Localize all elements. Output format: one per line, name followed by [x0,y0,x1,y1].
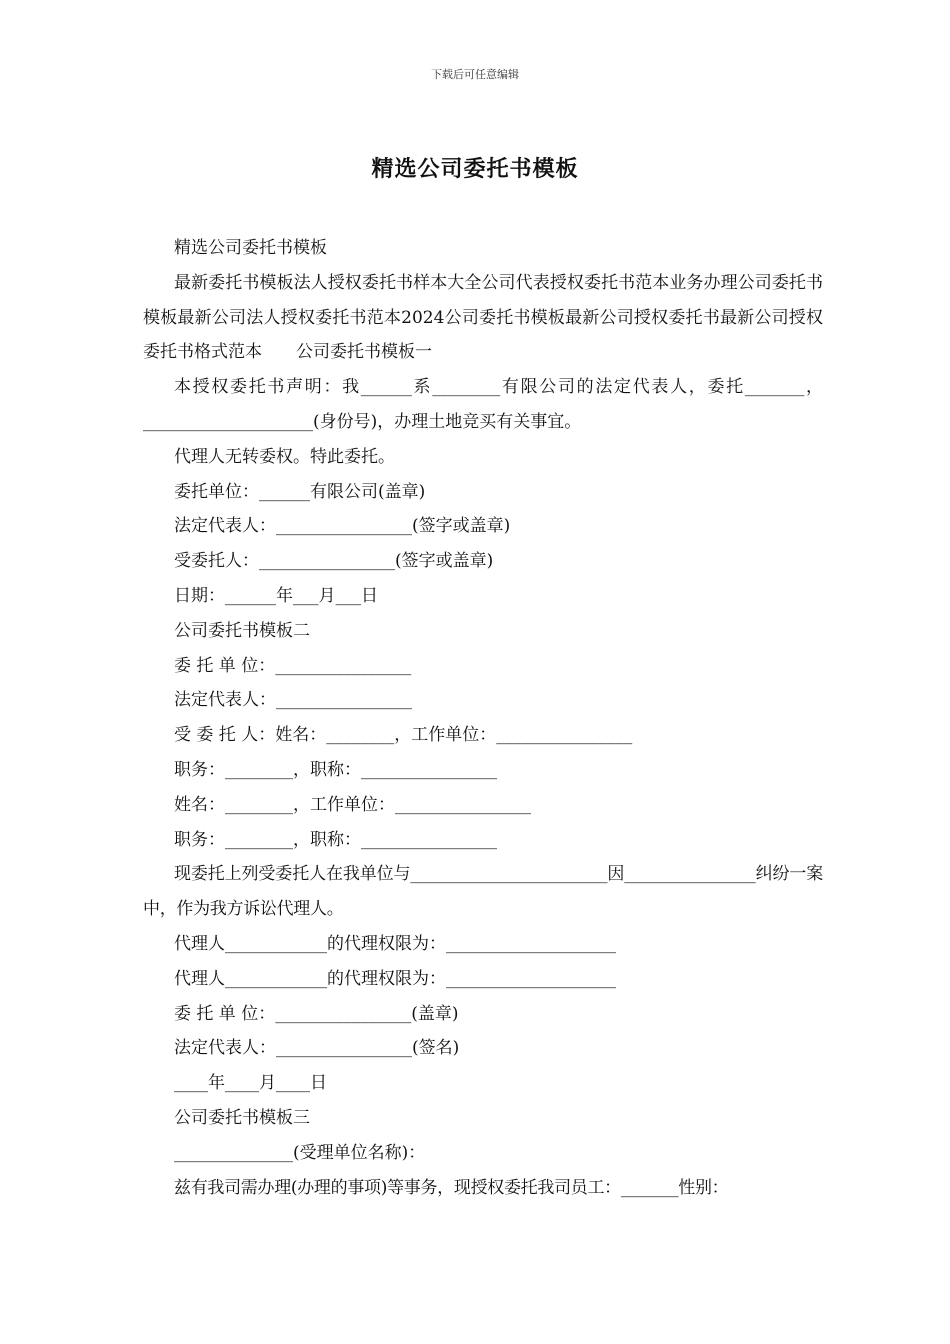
paragraph-trustee-title-2: 职务：________，职称：________________ [174,829,497,850]
paragraph-trustee-name-1: 受 委 托 人：姓名：________，工作单位：________________ [174,725,633,746]
paragraph-agent-authority-2: 代理人____________的代理权限为：____________________ [174,968,616,989]
paragraph-seal-unit: 委 托 单 位：________________(盖章) [174,1003,459,1024]
paragraph-legal-rep: 法定代表人：________________(签字或盖章) [174,516,511,537]
paragraph-trustee-title-1: 职务：________，职称：________________ [174,759,497,780]
paragraph-legal-rep-2: 法定代表人：________________ [174,690,412,711]
paragraph-litigation: 现委托上列受委托人在我单位与________________________因________________纠纷一案中，作为我方诉讼代理人。 [143,864,823,920]
section-heading-template-2: 公司委托书模板二 [174,620,310,641]
paragraph-date: 日期：______年___月___日 [174,585,378,606]
header-note: 下载后可任意编辑 [431,68,519,81]
paragraph-entrusting-unit-2: 委 托 单 位：________________ [174,655,412,676]
paragraph-seal-legal-rep: 法定代表人：________________(签名) [174,1038,460,1059]
paragraph-declaration: 本授权委托书声明：我______系________有限公司的法定代表人，委托_______，____________________(身份号)，办理土地竞买有关事宜。 [143,377,823,432]
paragraph-trustee-name-2: 姓名：________，工作单位：________________ [174,794,531,815]
document-body [143,231,823,1205]
paragraph-subtitle: 精选公司委托书模板 [174,238,327,258]
paragraph-recipient: ______________(受理单位名称)： [174,1142,426,1163]
paragraph-authorization: 兹有我司需办理(办理的事项)等事务，现授权委托我司员工：_______性别： [174,1177,729,1198]
section-heading-template-3: 公司委托书模板三 [174,1107,310,1128]
document-title: 精选公司委托书模板 [371,156,579,182]
paragraph-no-subdelegation: 代理人无转委权。特此委托。 [174,446,395,467]
paragraph-intro: 最新委托书模板法人授权委托书样本大全公司代表授权委托书范本业务办理公司委托书模板最新公司法人授权委托书范本2024公司委托书模板最新公司授权委托书最新公司授权委托书格式范本 公司委托书模板一 [143,272,823,363]
paragraph-entrusting-unit: 委托单位：______有限公司(盖章) [174,481,426,502]
paragraph-agent-authority-1: 代理人____________的代理权限为：____________________ [174,933,616,954]
paragraph-trustee: 受委托人：________________(签字或盖章) [174,551,494,572]
paragraph-date-2: ____年____月____日 [174,1073,327,1094]
